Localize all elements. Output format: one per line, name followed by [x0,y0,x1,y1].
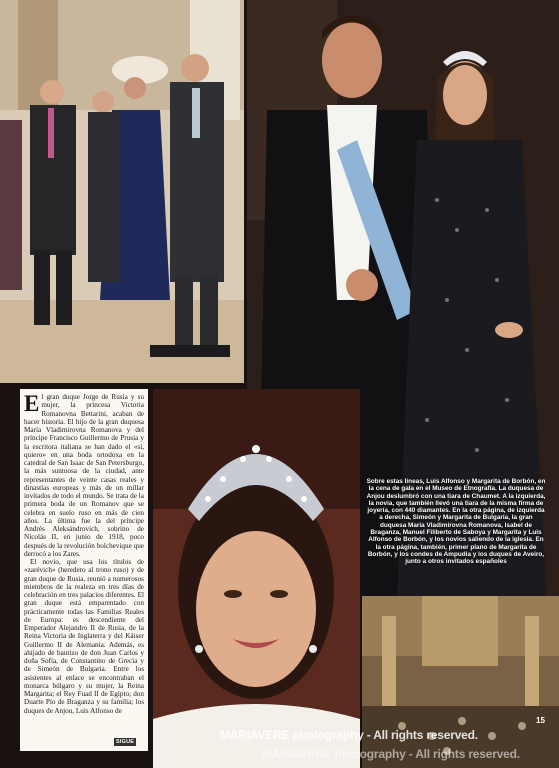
photo-caption: Sobre estas líneas, Luis Alfonso y Margarita de Borbón, en la cena de gala en el Museo de Etnografía. La duquesa de Anjou deslumbró con una tiara de Chaumet. A la izquierda, la novia, que también llevó una tiara de la misma firma de joyería, con 440 diamantes. En la otra página, de izquierda a derecha, Simeón y Margarita de Bulgaria, la gran duquesa María Vladimirovna Romanova, Isabel de Braganza, Manuel Filiberto de Saboya y Margarita y Luis Alfonso de Borbón, y los novios saliendo de la iglesia. En la otra página, también, primer plano de Margarita de Borbón, y los condes de Ampudia y los duques de Aveiro, junto a otros invitados españoles [366,478,546,566]
photo-wedding-guests-drawing [0,0,244,383]
article-text [20,389,148,751]
watermark-text: MARIAVERE photography - All rights reserved. [220,728,478,742]
photo-church-interior [362,596,559,768]
photo-church-drawing [362,596,559,768]
photo-bride-drawing [153,389,360,768]
photo-bride-portrait [153,389,360,768]
article-paragraph-2: El novio, que usa los títulos de «zarévich» (heredero al trono ruso) y de gran duque de Rusia, reunió a numerosos miembros de la realeza en tres días de celebración en tres palacios diferentes. El gran duque está emparentado con prácticamente todas las Familias Reales de Europa: es descendiente del Emperador Alejandro II de Rusia, de la Reina Victoria de Inglaterra y del Káiser Guillermo II de Alemania. Además, es ahijado de bautizo de don Juan Carlos y doña Sofía, de Constantino de Grecia y de Simeón de Bulgaria. Entre los asistentes al enlace se encontraban el monarca búlgaro y su mujer, la Reina Margarita; el Rey Fuad II de Egipto; don Duarte Pío de Braganza y su familia; los duques de Anjou, Luis Alfonso de [24,558,144,715]
watermark-text-shadow: MARIAVERE photography - All rights reserved. [262,747,520,761]
article-dropcap: E [24,391,40,416]
article-paragraph-1 [24,393,144,558]
page-number: 15 [536,716,545,725]
continue-badge: SIGUE [116,739,135,745]
article-paragraph-1-text: l gran duque Jorge de Rusia y su mujer, la princesa Victoria Romanovna Bettarini, acaban de hacer historia. El hijo de la gran duquesa María Vladimirovna Romanova y del príncipe Francisco Guillermo de Prusia y la escritora italiana se han dado el «sí, quiero» en una boda ortodoxa en la catedral de San Isaac de San Petersburgo, la más suntuosa de la ciudad, ante representantes de veinte casas reales y dinastías europeas y más de un millar invitados de todo el mundo. Se trata de la primera boda de un Romanov que se celebra en suelo ruso en más de cien años. La última fue la del príncipe Andrés Aleksándrovich, sobrino de Nicolás II, en junio de 1918, poco después de la revolución bolchevique que derrocó a los Zares. [24,393,144,558]
photo-wedding-guests [0,0,244,383]
